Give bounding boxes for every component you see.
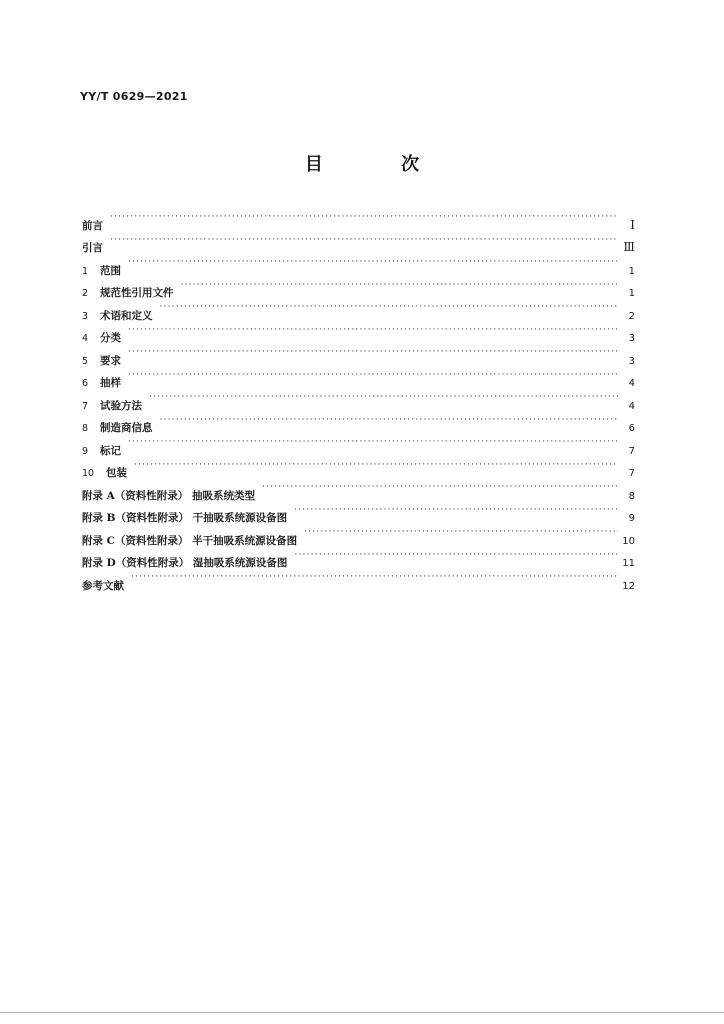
- toc-entry[interactable]: [82, 386, 635, 412]
- toc-entry-page: Ⅲ: [623, 240, 635, 254]
- toc-dot-leader: [304, 521, 618, 544]
- toc-entry-number: 7: [82, 400, 89, 412]
- toc-entry-page: 7: [628, 445, 635, 457]
- toc-dot-leader: [128, 431, 618, 454]
- toc-entry-page: 10: [622, 535, 635, 547]
- toc-dot-leader: [262, 476, 618, 499]
- toc-entry-label: 附录 A（资料性附录） 抽吸系统类型: [82, 489, 255, 502]
- toc-dot-leader: [294, 499, 618, 522]
- toc-entry-page: 1: [628, 288, 635, 299]
- toc-entry-number: 4: [82, 333, 89, 344]
- toc-entry-label: 术语和定义: [100, 309, 153, 322]
- toc-entry[interactable]: [82, 296, 635, 322]
- toc-dot-leader: [294, 544, 618, 567]
- toc-dot-leader: [131, 566, 618, 589]
- document-code: YY/T 0629—2021: [80, 90, 188, 103]
- toc-entry-number: 10: [82, 468, 95, 479]
- toc-entry-number: 9: [82, 445, 89, 457]
- toc-entry-label: 附录 C（资料性附录） 半干抽吸系统源设备图: [82, 534, 298, 547]
- toc-entry-label: 制造商信息: [100, 422, 153, 434]
- toc-entry-page: 11: [622, 558, 635, 569]
- toc-entry-label: 范围: [100, 264, 121, 277]
- toc-entry[interactable]: [82, 341, 635, 367]
- toc-entry-page: 4: [628, 400, 635, 412]
- toc-entry-page: 6: [628, 423, 635, 434]
- toc-entry-label: 标记: [100, 444, 121, 457]
- toc-entry-number: 8: [82, 423, 89, 434]
- toc-entry-label: 规范性引用文件: [100, 287, 174, 299]
- toc-entry-number: 1: [82, 265, 89, 277]
- toc-entry[interactable]: [82, 319, 635, 342]
- toc-entry[interactable]: [82, 431, 635, 457]
- toc-entry-label: 附录 B（资料性附录） 干抽吸系统源设备图: [82, 512, 288, 524]
- toc-entry-label: 前言: [82, 219, 103, 232]
- toc-entry-page: 2: [628, 310, 635, 322]
- toc-entry-number: 5: [82, 355, 89, 367]
- toc-list: [82, 206, 635, 592]
- toc-entry-label: 引言: [82, 242, 103, 254]
- toc-entry-number: 2: [82, 288, 89, 299]
- toc-entry-label: 要求: [100, 354, 121, 367]
- toc-entry-page: 3: [628, 355, 635, 367]
- toc-entry[interactable]: [82, 454, 635, 477]
- toc-entry-page: 9: [628, 513, 635, 524]
- toc-dot-leader: [128, 364, 618, 387]
- toc-entry-page: 8: [628, 490, 635, 502]
- toc-entry[interactable]: [82, 274, 635, 297]
- toc-entry[interactable]: [82, 364, 635, 387]
- toc-entry[interactable]: [82, 206, 635, 232]
- toc-entry-page: 7: [628, 468, 635, 479]
- toc-entry-number: 3: [82, 310, 89, 322]
- toc-entry[interactable]: [82, 251, 635, 277]
- toc-entry[interactable]: [82, 476, 635, 502]
- toc-dot-leader: [110, 206, 618, 229]
- toc-entry-label: 附录 D（资料性附录） 湿抽吸系统源设备图: [82, 557, 288, 569]
- toc-entry-number: 6: [82, 378, 89, 389]
- toc-dot-leader: [110, 229, 618, 252]
- toc-entry-page: Ⅰ: [630, 217, 635, 232]
- page-bottom-rule: [0, 1012, 724, 1013]
- toc-entry[interactable]: [82, 409, 635, 432]
- toc-dot-leader: [134, 454, 618, 477]
- toc-dot-leader: [128, 319, 618, 342]
- toc-entry-label: 试验方法: [100, 399, 142, 412]
- toc-dot-leader: [160, 296, 619, 319]
- toc-entry[interactable]: [82, 566, 635, 592]
- toc-entry-page: 4: [628, 378, 635, 389]
- toc-dot-leader: [149, 386, 618, 409]
- toc-entry[interactable]: [82, 229, 635, 252]
- toc-entry-label: 分类: [100, 332, 121, 344]
- toc-entry-page: 12: [622, 580, 635, 592]
- toc-entry-page: 3: [628, 333, 635, 344]
- toc-dot-leader: [181, 274, 619, 297]
- toc-entry-page: 1: [628, 265, 635, 277]
- toc-dot-leader: [160, 409, 619, 432]
- toc-dot-leader: [128, 341, 618, 364]
- toc-dot-leader: [128, 251, 618, 274]
- toc-title: 目 次: [304, 154, 456, 175]
- toc-entry-label: 参考文献: [82, 579, 124, 592]
- toc-entry-label: 抽样: [100, 377, 121, 389]
- toc-entry-label: 包装: [106, 467, 127, 479]
